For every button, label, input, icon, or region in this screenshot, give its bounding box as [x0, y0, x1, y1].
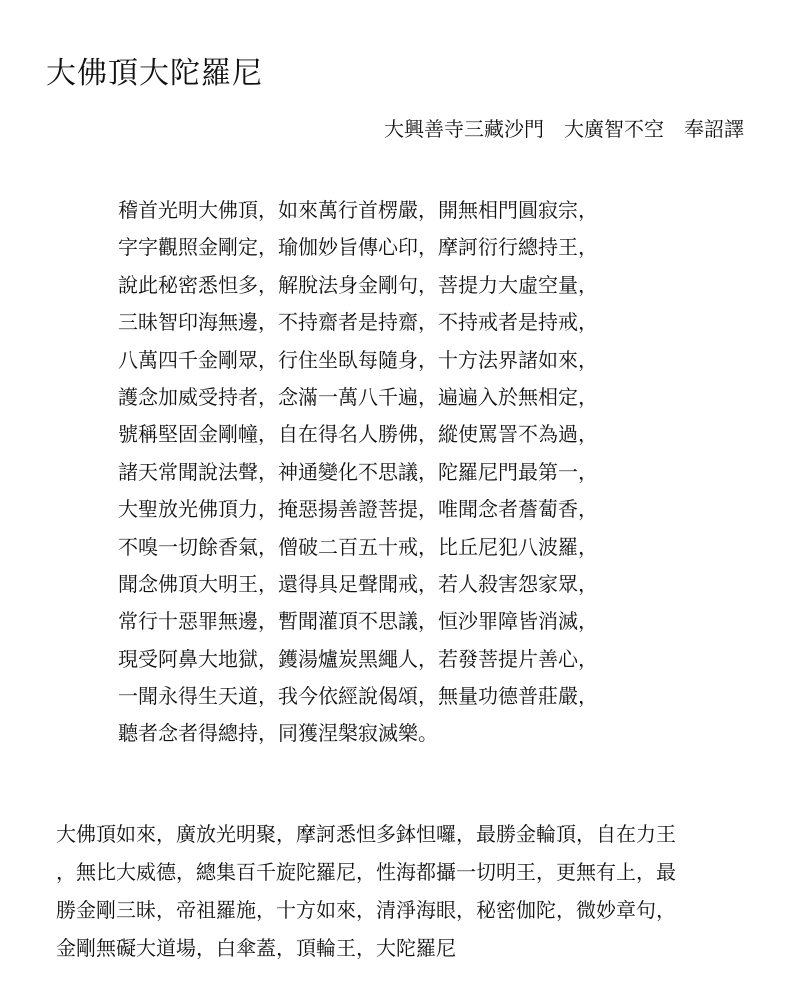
- verse-line: 大聖放光佛頂力，掩惡揚善證菩提，唯聞念者薝蔔香，: [118, 497, 598, 522]
- paragraph-line: ，無比大威德，總集百千旋陀羅尼，性海都攝一切明王，更無有上，最: [56, 860, 676, 884]
- verse-line: 聽者念者得總持，同獲涅槃寂滅樂。: [118, 721, 438, 746]
- verse-line: 稽首光明大佛頂，如來萬行首楞嚴，開無相門圓寂宗，: [118, 198, 598, 222]
- dharani-paragraph: [56, 815, 766, 967]
- verse-line: 現受阿鼻大地獄，鑊湯爐炭黑繩人，若發菩提片善心，: [118, 646, 598, 671]
- verse-block: [118, 192, 718, 753]
- translator-attribution: 大興善寺三藏沙門 大廣智不空 奉詔譯: [384, 117, 744, 141]
- verse-line: 聞念佛頂大明王，還得具足聲聞戒，若人殺害怨家眾，: [118, 571, 598, 596]
- verse-line: 護念加威受持者，念滿一萬八千遍，遍遍入於無相定，: [118, 384, 598, 409]
- paragraph-line: 金剛無礙大道場，白傘蓋，頂輪王，大陀羅尼: [56, 936, 456, 960]
- verse-line: 號稱堅固金剛幢，自在得名人勝佛，縱使罵詈不為過，: [118, 422, 598, 447]
- paragraph-line: 勝金剛三昧，帝祖羅施，十方如來，清淨海眼，秘密伽陀，微妙章句，: [56, 898, 676, 922]
- verse-line: 字字觀照金剛定，瑜伽妙旨傳心印，摩訶衍行總持王，: [118, 235, 598, 260]
- verse-line: 三昧智印海無邊，不持齋者是持齋，不持戒者是持戒，: [118, 310, 598, 335]
- verse-line: 常行十惡罪無邊，暫聞灌頂不思議，恒沙罪障皆消滅，: [118, 609, 598, 634]
- verse-line: 諸天常聞說法聲，神通變化不思議，陀羅尼門最第一，: [118, 459, 598, 484]
- verse-line: 說此秘密悉怛多，解脫法身金剛句，菩提力大虛空量，: [118, 272, 598, 297]
- verse-line: 不嗅一切餘香氣，僧破二百五十戒，比丘尼犯八波羅，: [118, 534, 598, 559]
- paragraph-line: 大佛頂如來，廣放光明聚，摩訶悉怛多鉢怛囉，最勝金輪頂，自在力王: [56, 822, 676, 846]
- document-title: 大佛頂大陀羅尼: [46, 56, 263, 91]
- verse-line: 八萬四千金剛眾，行住坐臥每隨身，十方法界諸如來，: [118, 347, 598, 372]
- verse-line: 一聞永得生天道，我今依經說偈頌，無量功德普莊嚴，: [118, 684, 598, 709]
